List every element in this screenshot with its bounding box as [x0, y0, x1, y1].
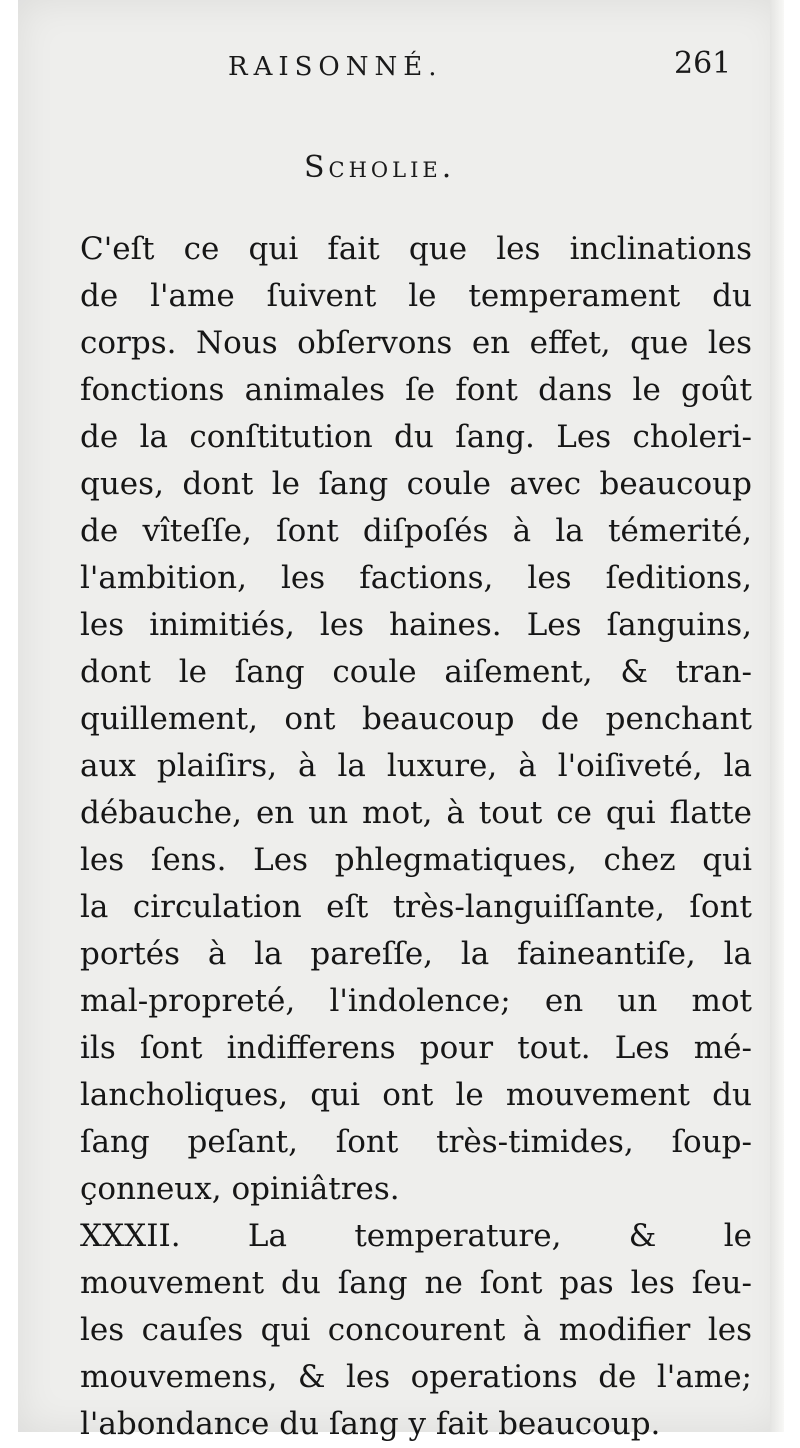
section-title: Scholie.: [304, 150, 456, 185]
page-number: 261: [674, 46, 732, 81]
text-line: mouvemens, & les operations de l'ame;: [80, 1359, 752, 1395]
text-line: les inimitiés, les haines. Les ſanguins,: [80, 607, 752, 643]
book-page: [18, 0, 784, 1442]
text-line: ils ſont indifferens pour tout. Les mé-: [80, 1030, 752, 1066]
text-line: lancholiques, qui ont le mouvement du: [80, 1077, 752, 1113]
text-line: de la conſtitution du ſang. Les choleri-: [80, 419, 752, 455]
text-line: quillement, ont beaucoup de penchant: [80, 701, 752, 737]
text-line: corps. Nous obſervons en effet, que les: [80, 325, 752, 361]
text-line: de vîteſſe, ſont diſpoſés à la témerité,: [80, 513, 752, 549]
text-line: de l'ame ſuivent le temperament du: [80, 278, 752, 314]
text-line: l'ambition, les factions, les ſeditions,: [80, 560, 752, 596]
text-line: aux plaiſirs, à la luxure, à l'oiſiveté, la: [80, 748, 752, 784]
text-line: l'abondance du ſang y fait beaucoup.: [80, 1406, 661, 1442]
text-line: les cauſes qui concourent à modifier les: [80, 1312, 752, 1348]
running-head: RAISONNÉ.: [228, 52, 443, 82]
text-line: mal-propreté, l'indolence; en un mot: [80, 983, 752, 1019]
text-line: ſang peſant, ſont très-timides, ſoup-: [80, 1124, 752, 1160]
text-line: les ſens. Les phlegmatiques, chez qui: [80, 842, 752, 878]
text-line: fonctions animales ſe font dans le goût: [80, 372, 752, 408]
page-edge: [770, 0, 784, 1432]
text-line: çonneux, opiniâtres.: [80, 1171, 400, 1207]
body-text: [80, 226, 752, 1448]
text-line: ques, dont le ſang coule avec beaucoup: [80, 466, 752, 502]
text-line: dont le ſang coule aiſement, & tran-: [80, 654, 752, 690]
text-line: portés à la pareſſe, la faineantiſe, la: [80, 936, 752, 972]
text-line: la circulation eſt très-languiſſante, ſont: [80, 889, 752, 925]
text-line: C'eſt ce qui fait que les inclinations: [80, 231, 752, 267]
text-line: mouvement du ſang ne ſont pas les ſeu-: [80, 1265, 752, 1301]
text-line: débauche, en un mot, à tout ce qui flatte: [80, 795, 752, 831]
text-line: XXXII. La temperature, & le: [80, 1218, 752, 1254]
